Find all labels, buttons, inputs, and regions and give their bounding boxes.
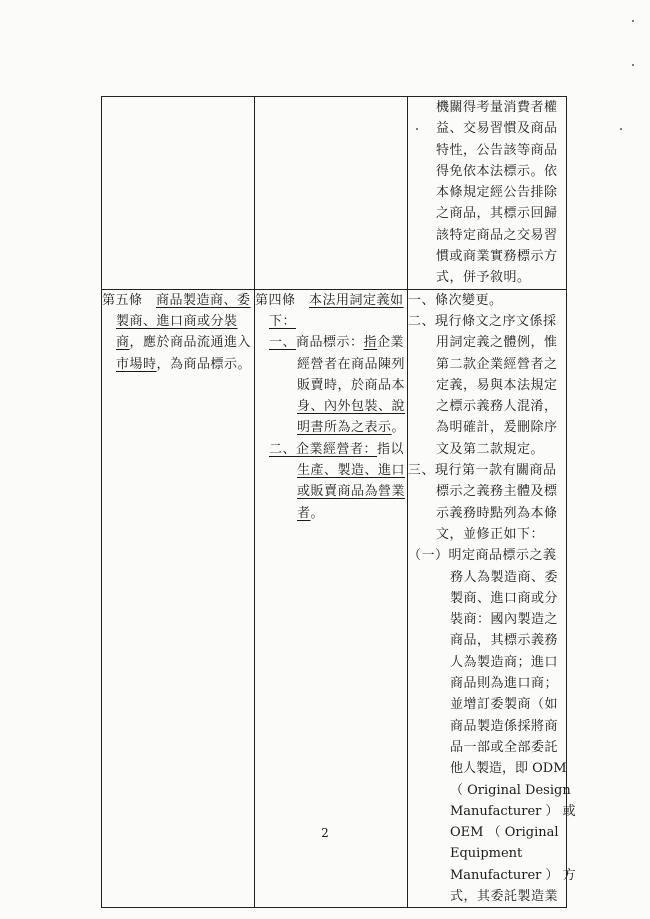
text-line <box>255 396 407 417</box>
text-segment: ，應於商品流通進入 <box>129 335 252 351</box>
text-line <box>102 332 254 353</box>
text-segment: 第五條 <box>102 292 157 308</box>
text-line: 益、交易習慣及商品 <box>436 121 558 137</box>
text-line: 式，其委託製造業 <box>450 888 559 904</box>
comparison-table <box>101 96 576 908</box>
text-segment: ，為商品標示。 <box>156 356 252 372</box>
underlined-text: 一、 <box>269 335 297 351</box>
text-line: 三、現行第一款有關商品 <box>408 463 557 479</box>
text-segment: 。 <box>391 420 406 436</box>
underlined-text: 指 <box>363 335 378 351</box>
text-line: 標示之義務主體及標 <box>436 484 558 500</box>
text-line: Manufacturer ） 方 <box>450 867 576 883</box>
text-line <box>255 417 407 438</box>
text-line: （一）明定商品標示之義 <box>408 548 557 564</box>
text-line: 慣或商業實務標示方 <box>436 249 558 265</box>
text-line: 商品製造係採將商 <box>450 718 559 734</box>
table-cell-explanation-continued <box>408 97 567 290</box>
table-cell-amended-empty <box>102 97 255 290</box>
text-line: 特性，公告該等商品 <box>436 142 558 158</box>
text-line: 人為製造商；進口 <box>450 654 559 670</box>
text-segment: 企業 <box>377 335 405 351</box>
underlined-text: 商 <box>116 335 130 351</box>
text-line: 務人為製造商、委 <box>450 569 559 585</box>
text-line <box>255 354 407 375</box>
text-line: 文及第二款規定。 <box>436 441 545 457</box>
text-segment: 指以 <box>377 441 405 457</box>
table-cell-amended-article <box>102 289 255 908</box>
text-segment: 。 <box>310 505 325 521</box>
text-line <box>255 311 407 332</box>
page-number: 2 <box>321 826 329 840</box>
underlined-text: 明書所為之表示 <box>297 420 392 436</box>
text-segment: 第四條 <box>255 292 310 308</box>
text-line: （ Original Design <box>450 782 571 798</box>
text-line: 裝商：國內製造之 <box>450 612 559 628</box>
text-line: Equipment <box>450 846 523 862</box>
text-line: 之商品，其標示回歸 <box>436 206 558 222</box>
text-line: 機關得考量消費者權 <box>436 100 558 115</box>
text-line: 並增訂委製商（如 <box>450 697 559 713</box>
underlined-text: 或販賣商品為營業 <box>297 484 406 500</box>
text-line <box>255 503 407 524</box>
text-line: Manufacturer ） 或 <box>450 803 576 819</box>
text-line: 該特定商品之交易習 <box>436 227 558 243</box>
table-row <box>102 97 567 290</box>
underlined-text: 商品製造商、委 <box>156 292 251 308</box>
text-line <box>255 439 407 460</box>
scan-speck <box>632 64 634 66</box>
text-line: 他人製造，即 ODM <box>450 761 567 777</box>
underlined-text: 市場時 <box>116 356 157 372</box>
text-segment: 販賣時，於商品本 <box>297 377 406 393</box>
table-cell-current-empty <box>255 97 408 290</box>
text-line <box>255 332 407 353</box>
text-line: 商品則為進口商； <box>450 676 559 692</box>
scan-speck <box>620 128 622 130</box>
text-line: 文，並修正如下： <box>436 526 545 542</box>
text-line: 一、條次變更。 <box>408 292 503 308</box>
underlined-text: 下： <box>269 313 297 329</box>
text-line <box>102 290 254 311</box>
text-line: 第二款企業經營者之 <box>436 356 558 372</box>
text-line: 式，併予敘明。 <box>436 270 531 286</box>
underlined-text: 者 <box>297 505 311 521</box>
underlined-text: 生產、製造、進口 <box>297 463 406 479</box>
text-line: 製商、進口商或分 <box>450 590 559 606</box>
table-row <box>102 289 567 908</box>
text-line: 二、現行條文之序文係採 <box>408 313 557 329</box>
text-line: 品一部或全部委託 <box>450 739 559 755</box>
text-line <box>102 354 254 375</box>
text-line: 示義務時點列為本條 <box>436 505 558 521</box>
table-cell-explanation <box>408 289 576 908</box>
text-line <box>102 311 254 332</box>
underlined-text: 身、內外包裝、說 <box>297 399 406 415</box>
text-line <box>255 460 407 481</box>
text-line: 定義，易與本法規定 <box>436 377 558 393</box>
text-line: 本條規定經公告排除 <box>436 185 558 201</box>
text-line: OEM （ Original <box>450 825 559 841</box>
text-line <box>255 481 407 502</box>
underlined-text: 二、企業經營者： <box>269 441 378 457</box>
text-line: 之標示義務人混淆， <box>436 399 558 415</box>
underlined-text: 本法用詞定義如 <box>309 292 404 308</box>
underlined-text: 製商、進口商或分裝 <box>116 313 238 329</box>
text-line: 得免依本法標示。依 <box>436 163 558 179</box>
text-line: 商品，其標示義務 <box>450 633 559 649</box>
text-segment: 經營者在商品陳列 <box>297 356 406 372</box>
text-line <box>255 290 407 311</box>
text-line: 為明確計，爰刪除序 <box>436 420 558 436</box>
scan-speck <box>632 20 634 22</box>
text-line: 用詞定義之體例，惟 <box>436 335 558 351</box>
table-cell-current-article <box>255 289 408 908</box>
scan-speck <box>416 128 418 130</box>
text-line <box>255 375 407 396</box>
text-segment: 商品標示： <box>296 335 364 351</box>
